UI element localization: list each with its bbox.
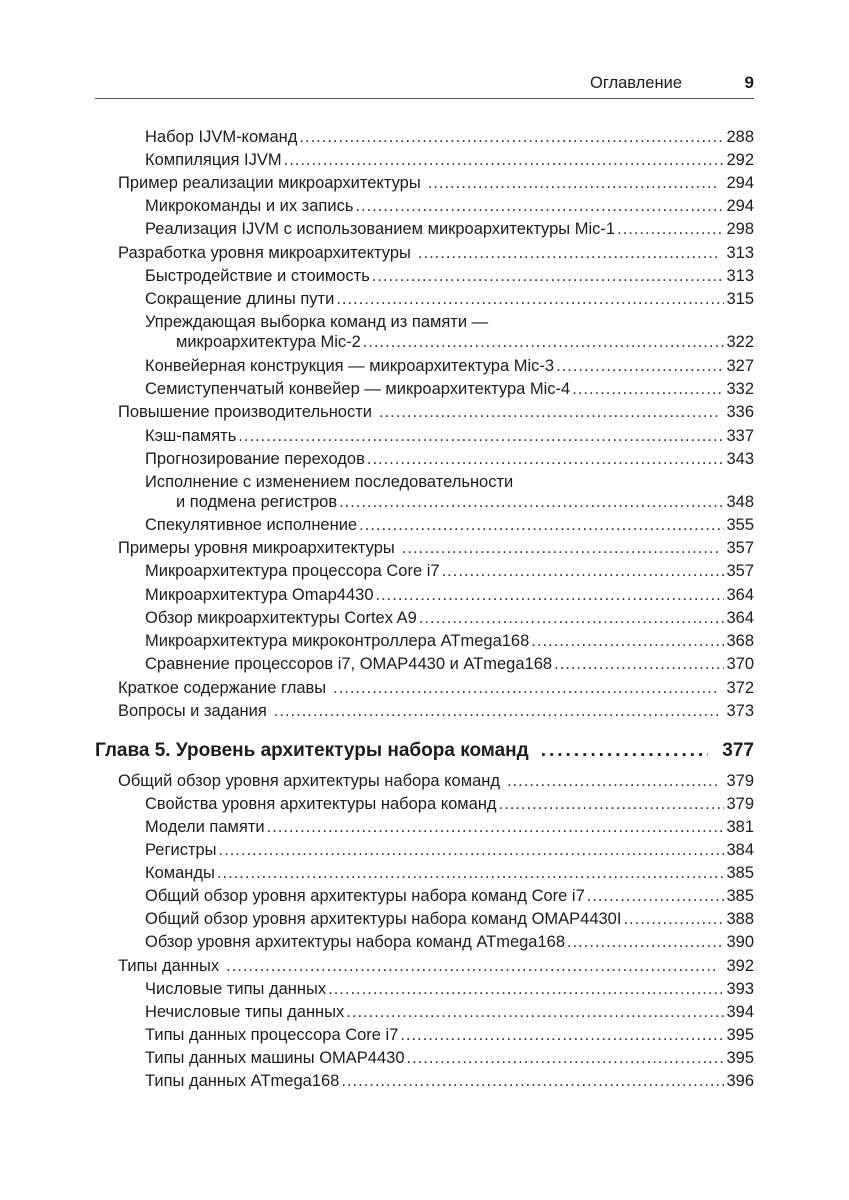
toc-entry-title: Регистры [145,841,217,859]
toc-entry-page: 327 [726,357,754,375]
toc-entry [145,630,754,653]
toc-entry [145,265,754,288]
toc-entry [145,908,754,931]
toc-section [118,172,754,195]
toc-entry-page: 348 [726,493,754,511]
toc-entry-page: 384 [726,841,754,859]
toc-entry [145,355,754,378]
toc-entry [145,425,754,448]
toc-entry-page: 332 [726,380,754,398]
toc-entry-page: 313 [726,267,754,285]
toc-leader-dots [341,1070,724,1093]
toc-entry-title: Прогнозирование переходов [145,450,365,468]
toc-leader-dots [556,355,724,378]
toc-entry-page: 372 [726,679,754,697]
toc-leader-dots [267,816,725,839]
toc-entry-title: Конвейерная конструкция — микроархитектура Mic-3 [145,357,555,375]
toc-entry-page: 357 [726,539,754,557]
toc-entry [145,978,754,1001]
toc-entry [145,1070,754,1093]
toc-entry-page: 357 [726,562,754,580]
toc-entry [176,491,754,514]
toc-entry [145,1047,754,1070]
toc-entry [145,793,754,816]
toc-entry-page: 379 [726,795,754,813]
toc-entry-title: Семиступенчатый конвейер — микроархитектура Mic-4 [145,380,571,398]
toc-leader-dots [339,491,724,514]
toc-leader-dots [623,908,724,931]
toc-leader-dots [442,560,725,583]
toc-entry-page: 364 [726,609,754,627]
toc-entry-title: Сокращение длины пути [145,290,335,308]
toc-leader-dots [428,172,719,195]
toc-entry-page: 336 [726,403,754,421]
toc-entry-title: Команды [145,864,215,882]
toc-leader-dots [567,931,724,954]
toc-entry-title: Краткое содержание главы [118,679,327,697]
toc-leader-dots [376,584,725,607]
toc-chapter-heading [95,737,754,765]
chapter-title: Глава 5. Уровень архитектуры набора команд [95,740,529,761]
toc-section [118,955,754,978]
toc-entry-title: Типы данных ATmega168 [145,1072,340,1090]
toc-leader-dots [238,425,724,448]
toc-entry-page: 394 [726,1003,754,1021]
toc-entry-title: Общий обзор уровня архитектуры набора команд OMAP4430I [145,910,622,928]
toc-entry-title: Типы данных машины OMAP4430 [145,1049,405,1067]
toc-entry-title: Компиляция IJVM [145,151,282,169]
toc-leader-dots [507,770,718,793]
toc-entry-title: Нечисловые типы данных [145,1003,345,1021]
toc-entry-page: 393 [726,980,754,998]
toc-leader-dots [217,862,725,885]
toc-entry [145,448,754,471]
toc-entry-title: Модели памяти [145,818,265,836]
toc-entry [145,816,754,839]
toc-entry-title: Разработка уровня микроархитектуры [118,244,411,262]
toc-leader-dots [355,195,724,218]
toc-entry-title: Обзор уровня архитектуры набора команд ATmega168 [145,933,566,951]
toc-leader-dots [367,448,725,471]
toc-entry-title: Повышение производительности [118,403,373,421]
toc-entry-page: 298 [726,220,754,238]
toc-entry-page: 385 [726,864,754,882]
toc-entry [145,378,754,401]
toc-entry [145,584,754,607]
toc-entry-page: 322 [726,333,754,351]
toc-leader-dots [372,265,725,288]
toc-leader-dots [359,514,724,537]
toc-entry [145,126,754,149]
toc-entry [145,288,754,311]
toc-entry [176,331,754,354]
toc-leader-dots [402,537,719,560]
toc-leader-dots [226,955,718,978]
toc-leader-dots [554,653,724,676]
toc-leader-dots [400,1024,724,1047]
toc-entry-page: 355 [726,516,754,534]
toc-entry-page: 395 [726,1026,754,1044]
toc-entry-page: 315 [726,290,754,308]
page-number: 9 [744,73,754,92]
toc-entry-title: Вопросы и задания [118,702,267,720]
toc-leader-dots [418,242,719,265]
toc-section [118,537,754,560]
toc-entry-title: Кэш-память [145,427,237,445]
toc-entry-page: 288 [726,128,754,146]
toc-entry-first-line: Исполнение с изменением последовательности [145,473,514,491]
toc-entry [145,1024,754,1047]
toc-entry-title: Пример реализации микроархитектуры [118,174,421,192]
toc-leader-dots [617,218,724,241]
toc-leader-dots [531,630,724,653]
chapter-page: 377 [722,740,754,761]
toc-entry-title: Типы данных [118,957,220,975]
toc-entry-page: 396 [726,1072,754,1090]
toc-entry-title: Реализация IJVM с использованием микроархитектуры Mic-1 [145,220,616,238]
toc-section [118,401,754,424]
toc-entry-page: 292 [726,151,754,169]
toc-entry-page: 381 [726,818,754,836]
toc-entry-page: 343 [726,450,754,468]
toc-entry [145,839,754,862]
toc-entry-page: 337 [726,427,754,445]
toc-entry-page: 392 [726,957,754,975]
toc-entry-page: 370 [726,655,754,673]
toc-entry-title: Набор IJVM-команд [145,128,298,146]
toc-entry-page: 294 [726,174,754,192]
toc-entry-title: микроархитектура Mic-2 [176,333,361,351]
toc-entry-title: Свойства уровня архитектуры набора команд [145,795,497,813]
toc-leader-dots [572,378,724,401]
toc-entry-page: 368 [726,632,754,650]
toc-entry [145,862,754,885]
toc-leader-dots [336,288,724,311]
toc-entry-page: 388 [726,910,754,928]
toc-entry-title: Общий обзор уровня архитектуры набора команд [118,772,500,790]
toc-leader-dots [541,737,709,765]
toc-leader-dots [274,700,719,723]
toc-entry-title: Микроархитектура микроконтроллера ATmega168 [145,632,530,650]
toc-leader-dots [419,607,725,630]
toc-section [118,242,754,265]
toc-entry-page: 313 [726,244,754,262]
toc-entry-title: и подмена регистров [176,493,338,511]
toc-entry [145,653,754,676]
toc-entry [145,218,754,241]
toc-leader-dots [219,839,725,862]
toc-section [118,770,754,793]
running-header-title: Оглавление [590,74,682,92]
toc-leader-dots [407,1047,725,1070]
toc-entry-title: Сравнение процессоров i7, OMAP4430 и ATmega168 [145,655,553,673]
toc-entry-title: Микроархитектура Omap4430 [145,586,374,604]
toc-section [118,700,754,723]
toc-entry-title: Микроархитектура процессора Core i7 [145,562,440,580]
toc-leader-dots [284,149,725,172]
toc-entry-title: Микрокоманды и их запись [145,197,354,215]
toc-entry-page: 385 [726,887,754,905]
toc-entry-title: Общий обзор уровня архитектуры набора команд Core i7 [145,887,585,905]
toc-entry [145,1001,754,1024]
toc-entry-page: 379 [726,772,754,790]
toc-leader-dots [333,677,718,700]
toc-leader-dots [587,885,725,908]
toc-entry-title: Числовые типы данных [145,980,327,998]
toc-entry-title: Быстродействие и стоимость [145,267,370,285]
toc-leader-dots [379,401,718,424]
toc-entry-page: 364 [726,586,754,604]
toc-leader-dots [346,1001,724,1024]
toc-entry-first-line: Упреждающая выборка команд из памяти — [145,313,489,331]
toc-entry [145,149,754,172]
toc-entry-title: Спекулятивное исполнение [145,516,358,534]
toc-entry-title: Примеры уровня микроархитектуры [118,539,395,557]
toc-entry [145,195,754,218]
toc-entry [145,560,754,583]
toc-leader-dots [328,978,724,1001]
toc-leader-dots [363,331,725,354]
toc-leader-dots [299,126,724,149]
toc-entry-title: Обзор микроархитектуры Cortex A9 [145,609,417,627]
toc-entry-page: 373 [726,702,754,720]
toc-entry [145,607,754,630]
toc-entry-page: 395 [726,1049,754,1067]
toc-entry-page: 294 [726,197,754,215]
toc-entry [145,931,754,954]
toc-entry-title: Типы данных процессора Core i7 [145,1026,399,1044]
toc-entry [145,514,754,537]
toc-entry-page: 390 [726,933,754,951]
toc-section [118,677,754,700]
toc-entry [145,885,754,908]
toc-leader-dots [499,793,725,816]
